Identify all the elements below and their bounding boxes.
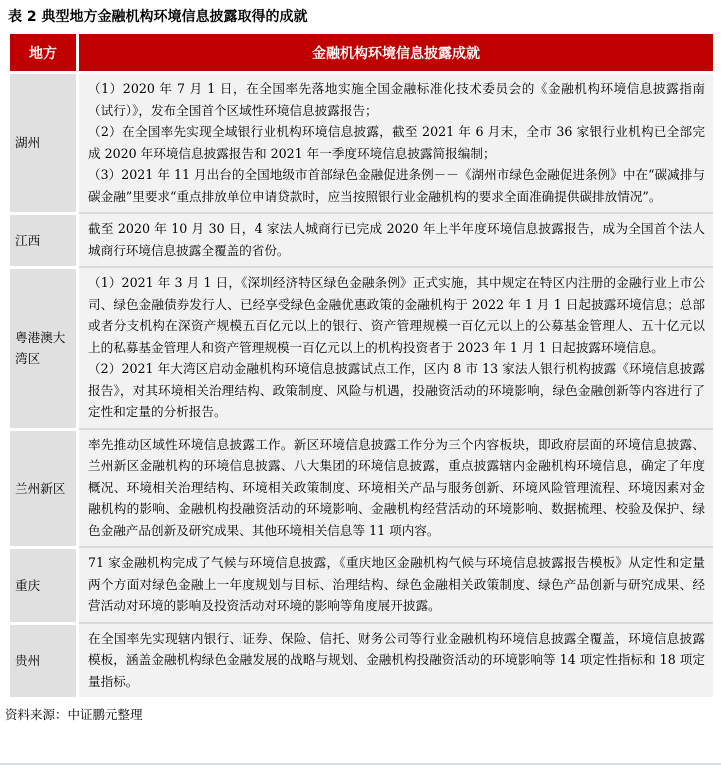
achievement-paragraph: 截至 2020 年 10 月 30 日，4 家法人城商行已完成 2020 年上半年度环境信息披露报告，成为全国首个法人城商行环境信息披露全覆盖的省份。	[88, 221, 705, 258]
achievement-cell	[79, 428, 713, 547]
table-body	[10, 71, 713, 697]
achievement-paragraph: 率先推动区域性环境信息披露工作。新区环境信息披露工作分为三个内容板块，即政府层面的环境信息披露、兰州新区金融机构的环境信息披露、八大集团的环境信息披露，重点披露辖内金融机构环境信息，确定了年度概况、环境相关治理结构、环境相关政策制度、环境相关产品与服务创新、环境风险管理流程、环境因素对金融机构的影响、金融机构投融资活动的环境影响、金融机构经营活动的环境影响、数据梳理、校验及保护、绿色金融产品创新及研究成果、其他环境相关信息等 11 项内容。	[88, 436, 705, 538]
region-cell: 粤港澳大湾区	[10, 266, 76, 428]
achievement-paragraph: （3）2021 年 11 月出台的全国地级市首部绿色金融促进条例－－《湖州市绿色金融促进条例》中在“碳减排与碳金融”里要求“重点排放单位申请贷款时，应当按照银行业金融机构的要求全面准确提供碳排放情况”。	[88, 167, 705, 204]
achievement-cell	[79, 622, 713, 698]
achievement-paragraph: （2）在全国率先实现全域银行业机构环境信息披露，截至 2021 年 6 月末，全市 36 家银行业机构已全部完成 2020 年环境信息披露报告和 2021 年一季度环境信息披露简报编制；	[88, 124, 705, 161]
achievement-cell	[79, 71, 713, 212]
region-cell: 贵州	[10, 622, 76, 698]
achievement-paragraph: （1）2021 年 3 月 1 日，《深圳经济特区绿色金融条例》正式实施，其中规定在特区内注册的金融行业上市公司、绿色金融债券发行人、已经享受绿色金融优惠政策的金融机构于 2022 年 1 月 1 日起披露环境信息；总部或者分支机构在深资产规模五百亿元以上的银行、资产管理规模一百亿元以上的公募基金管理人、五十亿元以上的私募基金管理人和资产管理规模一百亿元以上的机构投资者于 2023 年 1 月 1 日起披露环境信息。	[88, 275, 705, 355]
achievement-paragraph: （2）2021 年大湾区启动金融机构环境信息披露试点工作，区内 8 市 13 家法人银行机构披露《环境信息披露报告》，对其环境相关治理结构、政策制度、风险与机遇，投融资活动的环境影响，绿色金融创新等内容进行了定性和定量的分析报告。	[88, 361, 705, 419]
achievement-paragraph: （1）2020 年 7 月 1 日，在全国率先落地实施全国金融标准化技术委员会的《金融机构环境信息披露指南（试行）》，发布全国首个区域性环境信息披露报告；	[88, 81, 705, 118]
achievement-paragraph: 71 家金融机构完成了气候与环境信息披露，《重庆地区金融机构气候与环境信息披露报告模板》从定性和定量两个方面对绿色金融上一年度规划与目标、治理结构、绿色金融相关政策制度、绿色产品创新与研究成果、经营活动对环境的影响及投资活动对环境的影响等角度展开披露。	[88, 555, 705, 613]
page-bottom-divider	[0, 763, 721, 765]
table-row	[10, 212, 713, 266]
header-cell-achievements: 金融机构环境信息披露成就	[79, 34, 713, 71]
header-cell-region: 地方	[10, 34, 76, 71]
achievement-paragraph: 在全国率先实现辖内银行、证券、保险、信托、财务公司等行业金融机构环境信息披露全覆盖，环境信息披露模板，涵盖金融机构绿色金融发展的战略与规划、金融机构投融资活动的环境影响等 14 项定性指标和 18 项定量指标。	[88, 630, 705, 689]
table-row	[10, 622, 713, 698]
achievement-cell	[79, 546, 713, 622]
achievement-cell	[79, 266, 713, 428]
source-note: 资料来源：中证鹏元整理	[5, 707, 143, 722]
table-title: 表 2 典型地方金融机构环境信息披露取得的成就	[8, 9, 308, 25]
region-cell: 兰州新区	[10, 428, 76, 547]
table-row	[10, 71, 713, 212]
table-row	[10, 428, 713, 547]
table-row	[10, 266, 713, 428]
table-row	[10, 546, 713, 622]
achievement-cell	[79, 212, 713, 266]
region-cell: 江西	[10, 212, 76, 266]
region-cell: 重庆	[10, 546, 76, 622]
table-header-row	[10, 34, 713, 71]
disclosure-table	[10, 34, 713, 697]
region-cell: 湖州	[10, 71, 76, 212]
